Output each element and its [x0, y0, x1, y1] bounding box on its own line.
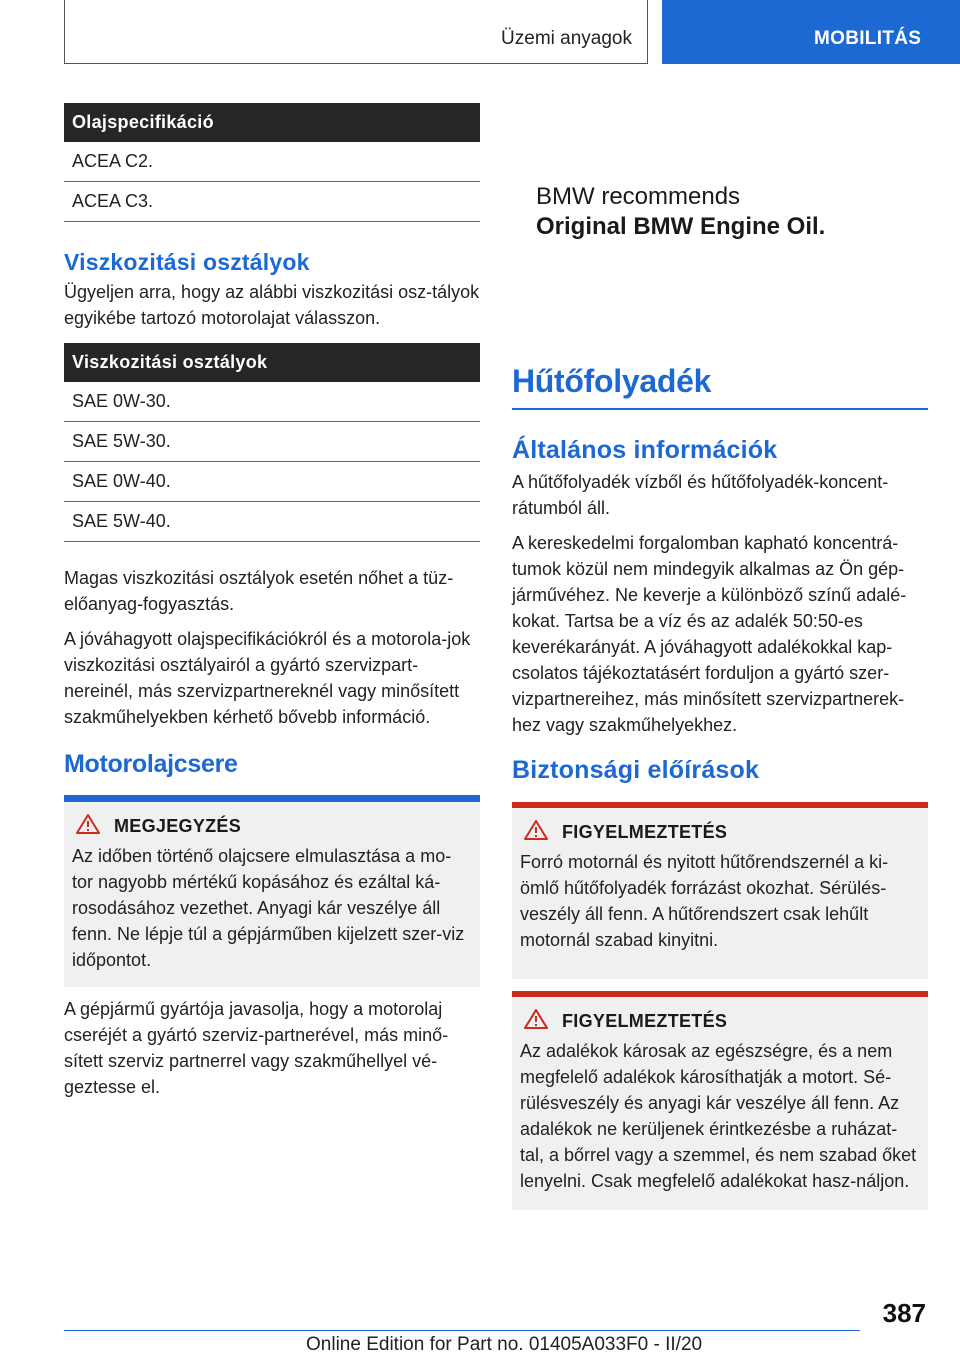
oil-spec-table-header: Olajspecifikáció	[64, 103, 480, 142]
coolant-heading: Hűtőfolyadék	[512, 363, 712, 399]
coolant-para1: A hűtőfolyadék vízből és hűtőfolyadék-koncent‐rátumból áll.	[512, 472, 889, 518]
viscosity-intro: Ügyeljen arra, hogy az alábbi viszkozitási osz‐tályok egyikébe tartozó motorolajat válasszon.	[64, 282, 480, 328]
warning-triangle-icon	[524, 1009, 548, 1034]
viscosity-para1: Magas viszkozitási osztályok esetén nőhet a tüz‐előanyag-fogyasztás.	[64, 568, 454, 614]
table-row: SAE 0W-40.	[64, 462, 480, 502]
safety-heading: Biztonsági előírások	[512, 756, 760, 784]
table-row: ACEA C3.	[64, 182, 480, 222]
table-row: SAE 5W-40.	[64, 502, 480, 542]
table-row: SAE 0W-30.	[64, 382, 480, 422]
notice-box	[64, 802, 480, 987]
warning1-header	[524, 820, 920, 845]
header-tab-label: MOBILITÁS	[814, 28, 922, 49]
footer-edition: Online Edition for Part no. 01405A033F0 - II/20	[306, 1334, 703, 1355]
general-info-heading: Általános információk	[512, 436, 778, 464]
oil-change-para: A gépjármű gyártója javasolja, hogy a motorolaj cseréjét a gyártó szerviz-partnerével, más minő‐sített szerviz partnerrel vagy szakműhellyel vé‐geztesse el.	[64, 999, 449, 1097]
viscosity-table-header: Viszkozitási osztályok	[64, 343, 480, 382]
page-number: 387	[882, 1298, 926, 1328]
oil-change-heading: Motorolajcsere	[64, 750, 238, 778]
right-column	[512, 103, 928, 1210]
table-row: SAE 5W-30.	[64, 422, 480, 462]
bmw-oil-advert	[512, 183, 928, 241]
warning1-text: Forró motornál és nyitott hűtőrendszernél a ki‐ömlő hűtőfolyadék forrázást okozhat. Sérülés‐veszély áll fenn. A hűtőrendszert csak lehűlt motornál szabad kinyitni.	[520, 852, 889, 950]
warning-triangle-icon	[524, 820, 548, 845]
notice-header	[76, 814, 472, 839]
bmw-ad-line2: Original BMW Engine Oil.	[536, 213, 826, 240]
warning-box-2	[512, 997, 928, 1210]
viscosity-para2: A jóváhagyott olajspecifikációkról és a motorola‐jok viszkozitási osztályairól a gyártó szervizpart‐nereinél, más szervizpartnereknél vagy minősített szakműhelyekben kérhető bővebb információ.	[64, 629, 471, 727]
coolant-heading-rule	[512, 408, 928, 410]
oil-spec-table	[64, 103, 480, 222]
viscosity-heading: Viszkozitási osztályok	[64, 249, 310, 275]
warning1-title: FIGYELMEZTETÉS	[562, 822, 728, 842]
notice-text: Az időben történő olajcsere elmulasztása a mo‐tor nagyobb mértékű kopásához és ezáltal ká‐rosodásához vezethet. Anyagi kár veszélye áll fenn. Ne lépje túl a gépjárműben kijelzett szer‐viz időpontot.	[72, 846, 465, 970]
warning2-title: FIGYELMEZTETÉS	[562, 1011, 728, 1031]
viscosity-table	[64, 343, 480, 542]
warning2-header	[524, 1009, 920, 1034]
left-column	[64, 103, 480, 1100]
table-row: ACEA C2.	[64, 142, 480, 182]
warning2-text: Az adalékok károsak az egészségre, és a nem megfelelő adalékok károsíthatják a motort. Sé‐rülésveszély és anyagi kár veszélye áll fenn. Az adalékok ne kerüljenek érintkezésbe a ruházat‐tal, a bőrrel vagy a szemmel, és nem szabad őket lenyelni. Csak megfelelő adalékokat hasz‐náljon.	[520, 1041, 917, 1191]
header-section-title: Üzemi anyagok	[501, 28, 632, 49]
bmw-ad-line1: BMW recommends	[536, 183, 741, 210]
footer-rule	[64, 1330, 860, 1331]
coolant-para2: A kereskedelmi forgalomban kapható koncentrá‐tumok közül nem mindegyik alkalmas az Ön gép‐járművéhez. Ne keverje a különböző színű adalé‐kokat. Tartsa be a víz és az adalék 50:50-es keverékarányát. A jóváhagyott adalékokkal kap‐csolatos tájékoztatásért forduljon a gyártó szer‐vizpartnereihez, más minősített szervizpartnerek‐hez vagy szakműhelyekhez.	[512, 533, 907, 735]
warning-box-1	[512, 808, 928, 979]
header-tab-mobilitas[interactable]	[662, 0, 960, 64]
notice-top-bar	[64, 795, 480, 802]
warning-triangle-icon	[76, 814, 100, 839]
notice-title: MEGJEGYZÉS	[114, 816, 242, 836]
